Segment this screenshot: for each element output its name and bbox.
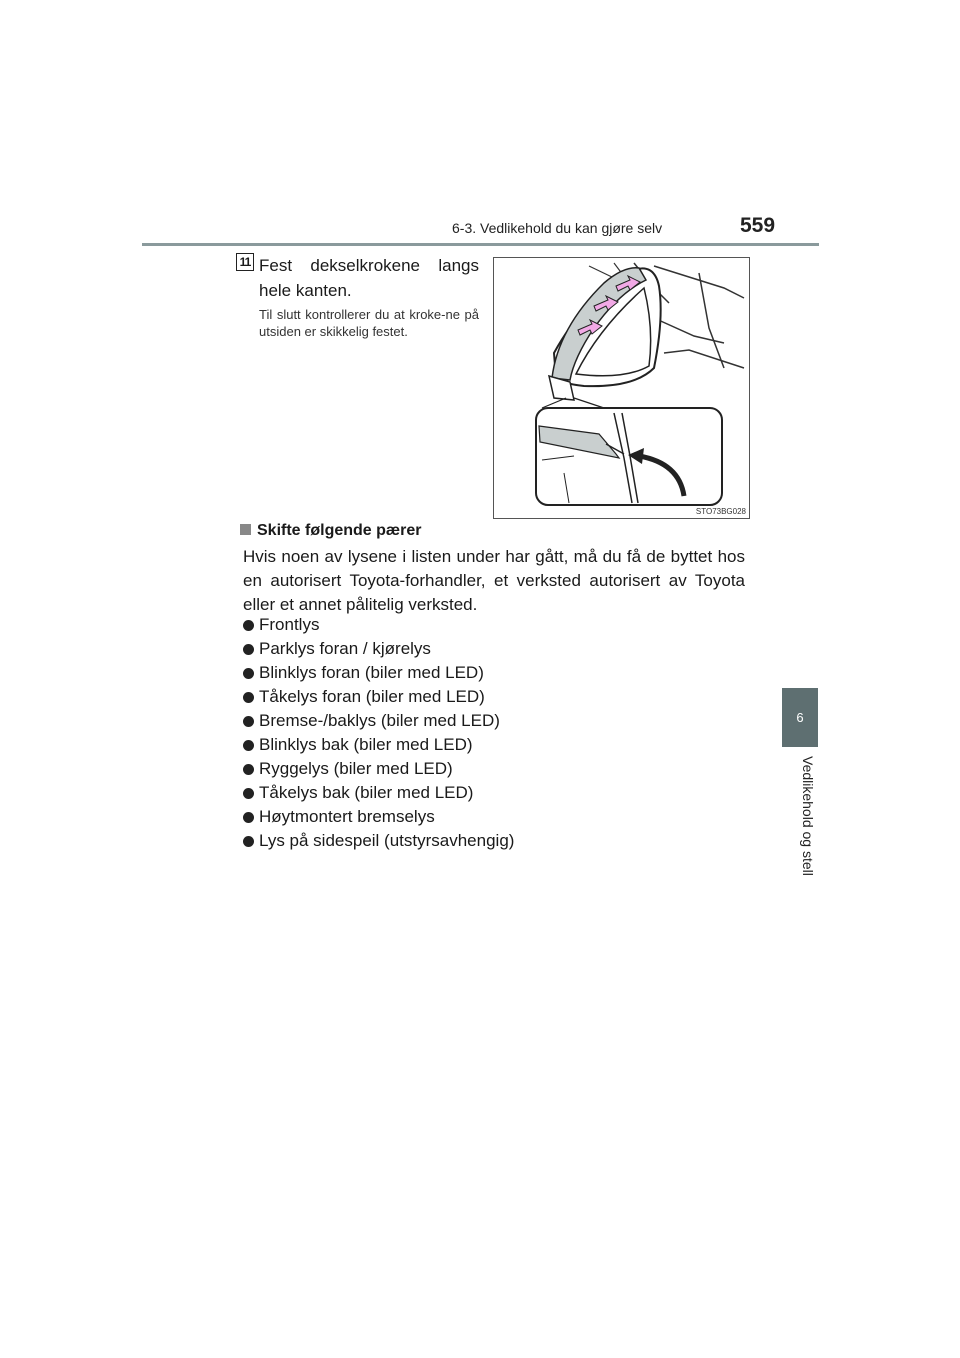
bullet-dot-icon xyxy=(243,620,254,631)
chapter-title: Vedlikehold og stell xyxy=(800,756,816,876)
step-instruction-line2: hele kanten. xyxy=(259,281,352,300)
page-number: 559 xyxy=(740,214,776,237)
step-number-badge: 11 xyxy=(236,253,254,271)
list-item-text: Lys på sidespeil (utstyrsavhengig) xyxy=(259,831,515,850)
bullet-dot-icon xyxy=(243,788,254,799)
list-item-text: Høytmontert bremselys xyxy=(259,807,435,826)
bullet-dot-icon xyxy=(243,692,254,703)
list-item-text: Bremse-/baklys (biler med LED) xyxy=(259,711,500,730)
bullet-dot-icon xyxy=(243,812,254,823)
bullet-dot-icon xyxy=(243,716,254,727)
list-item xyxy=(243,661,514,685)
window-frame-line xyxy=(654,266,744,298)
bullet-dot-icon xyxy=(243,740,254,751)
chapter-tab[interactable] xyxy=(782,688,818,747)
bullet-dot-icon xyxy=(243,764,254,775)
bullet-dot-icon xyxy=(243,644,254,655)
detail-inset xyxy=(536,408,722,505)
list-item-text: Frontlys xyxy=(259,615,320,634)
step-instruction-line1: Fest dekselkrokene langs xyxy=(259,256,479,275)
bullet-dot-icon xyxy=(243,668,254,679)
list-item xyxy=(243,685,514,709)
list-item xyxy=(243,613,514,637)
list-item-text: Blinklys foran (biler med LED) xyxy=(259,663,484,682)
header-divider xyxy=(142,243,819,246)
list-item xyxy=(243,733,514,757)
mirror-cover-illustration xyxy=(493,257,750,519)
list-item xyxy=(243,709,514,733)
list-item-text: Tåkelys bak (biler med LED) xyxy=(259,783,474,802)
chapter-number: 6 xyxy=(796,710,804,725)
list-item-text: Tåkelys foran (biler med LED) xyxy=(259,687,485,706)
section-heading xyxy=(240,522,421,540)
figure-code: STO73BG028 xyxy=(695,507,746,516)
step-instruction xyxy=(259,253,479,303)
list-item xyxy=(243,637,514,661)
list-item-text: Blinklys bak (biler med LED) xyxy=(259,735,473,754)
section-heading-text: Skifte følgende pærer xyxy=(257,522,422,539)
section-paragraph: Hvis noen av lysene i listen under har gått, må du få de byttet hos en autorisert Toyota-forhandler, et verksted autorisert av Toyota eller et annet pålitelig verksted. xyxy=(243,547,745,614)
list-item xyxy=(243,829,514,853)
bullet-dot-icon xyxy=(243,836,254,847)
step-note: Til slutt kontrollerer du at kroke-ne på utsiden er skikkelig festet. xyxy=(259,307,479,339)
list-item-text: Parklys foran / kjørelys xyxy=(259,639,431,658)
list-item-text: Ryggelys (biler med LED) xyxy=(259,759,453,778)
callout-line xyxy=(542,398,566,408)
list-item xyxy=(243,757,514,781)
list-item xyxy=(243,805,514,829)
mirror-cover-drawing xyxy=(494,258,749,518)
square-bullet-icon xyxy=(240,524,251,535)
callout-line xyxy=(574,398,604,408)
list-item xyxy=(243,781,514,805)
section-title: 6-3. Vedlikehold du kan gjøre selv xyxy=(452,220,663,236)
bulb-list xyxy=(243,613,514,853)
body-line xyxy=(589,266,614,278)
door-line xyxy=(664,350,744,368)
